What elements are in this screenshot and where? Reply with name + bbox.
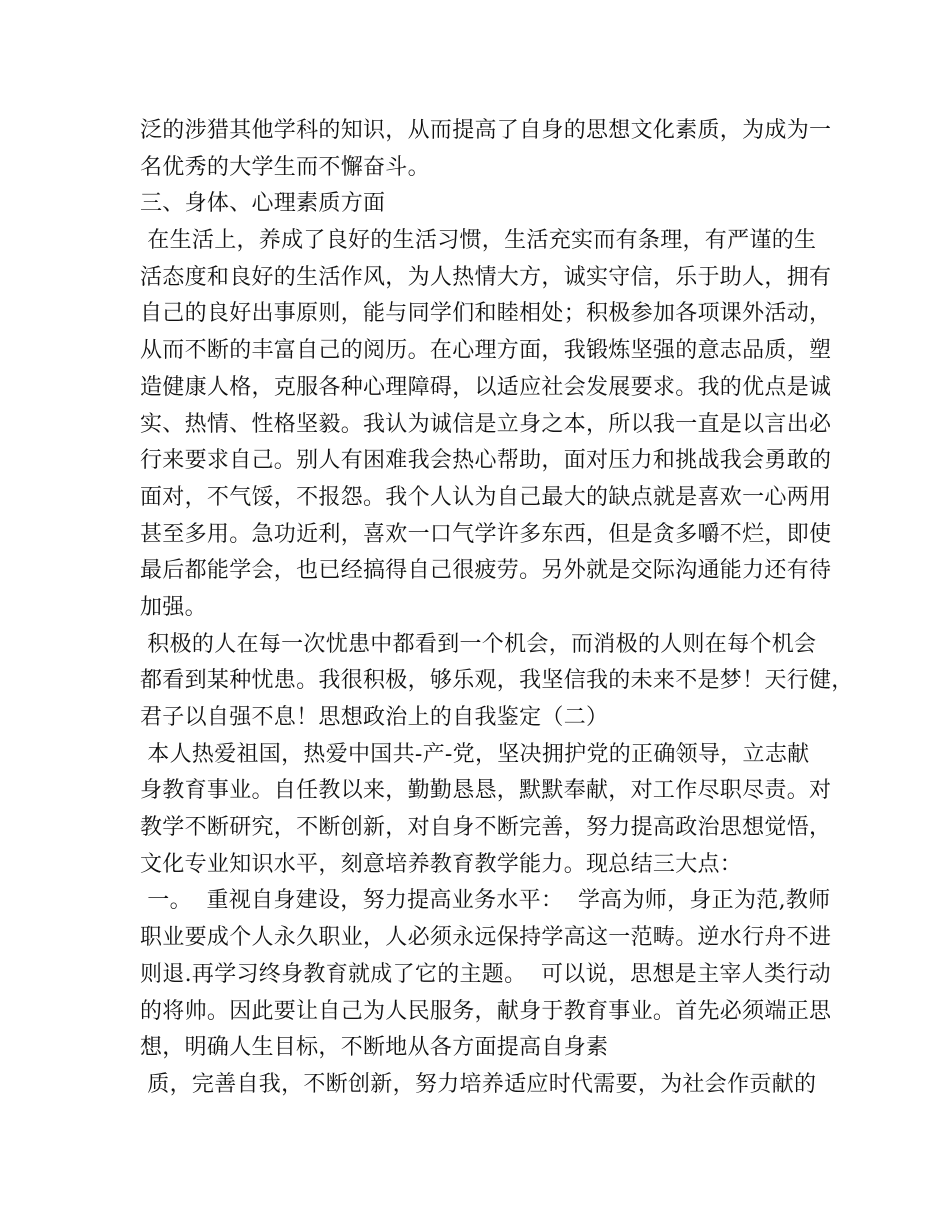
- section-heading: 三、身体、心理素质方面: [140, 191, 386, 217]
- text-line: 在生活上，养成了良好的生活习惯，生活充实而有条理，有严谨的生: [140, 228, 817, 254]
- text-line: 职业要成个人永久职业，人必须永远保持学高这一范畴。逆水行舟不进: [140, 925, 832, 951]
- text-line: 君子以自强不息！思想政治上的自我鉴定（二）: [140, 705, 609, 730]
- text-line: 实、热情、性格坚毅。我认为诚信是立身之本，所以我一直是以言出必: [140, 411, 832, 437]
- text-line: 文化专业知识水平，刻意培养教育教学能力。现总结三大点：: [140, 851, 743, 877]
- text-line: 名优秀的大学生而不懈奋斗。: [140, 154, 430, 180]
- text-line: 则退.再学习终身教育就成了它的主题。 可以说，思想是主宰人类行动: [140, 961, 831, 987]
- text-line: 行来要求自己。别人有困难我会热心帮助，面对压力和挑战我会勇敢的: [140, 448, 832, 474]
- text-line: 面对，不气馁，不报怨。我个人认为自己最大的缺点就是喜欢一心两用: [140, 484, 832, 510]
- text-line: 一。 重视自身建设，努力提高业务水平： 学高为师，身正为范,教师: [140, 888, 831, 914]
- text-line: 加强。: [140, 594, 207, 620]
- document-text-body: [140, 113, 854, 1104]
- text-line: 想，明确人生目标，不断地从各方面提高自身素: [140, 1035, 609, 1061]
- text-line: 从而不断的丰富自己的阅历。在心理方面，我锻炼坚强的意志品质，塑: [140, 338, 832, 364]
- text-line: 的将帅。因此要让自己为人民服务，献身于教育事业。首先必须端正思: [140, 998, 832, 1024]
- text-line: 质，完善自我，不断创新，努力培养适应时代需要，为社会作贡献的: [140, 1071, 817, 1097]
- text-line: 甚至多用。急功近利，喜欢一口气学许多东西，但是贪多嚼不烂，即使: [140, 521, 832, 547]
- text-line: 身教育事业。自任教以来，勤勤恳恳，默默奉献，对工作尽职尽责。对: [140, 778, 832, 804]
- text-line: 教学不断研究，不断创新，对自身不断完善，努力提高政治思想觉悟，: [140, 815, 832, 841]
- text-line: 泛的涉猎其他学科的知识，从而提高了自身的思想文化素质，为成为一: [140, 118, 832, 143]
- text-line: 都看到某种忧患。我很积极，够乐观，我坚信我的未来不是梦！天行健，: [140, 668, 854, 694]
- text-line: 自己的良好出事原则，能与同学们和睦相处；积极参加各项课外活动，: [140, 301, 832, 327]
- text-line: 最后都能学会，也已经搞得自己很疲劳。另外就是交际沟通能力还有待: [140, 558, 832, 584]
- text-line: 积极的人在每一次忧患中都看到一个机会，而消极的人则在每个机会: [140, 631, 817, 657]
- text-line: 活态度和良好的生活作风，为人热情大方，诚实守信，乐于助人，拥有: [140, 264, 832, 290]
- text-line: 造健康人格，克服各种心理障碍，以适应社会发展要求。我的优点是诚: [140, 374, 832, 400]
- text-line: 本人热爱祖国，热爱中国共-产-党，坚决拥护党的正确领导，立志献: [140, 741, 810, 767]
